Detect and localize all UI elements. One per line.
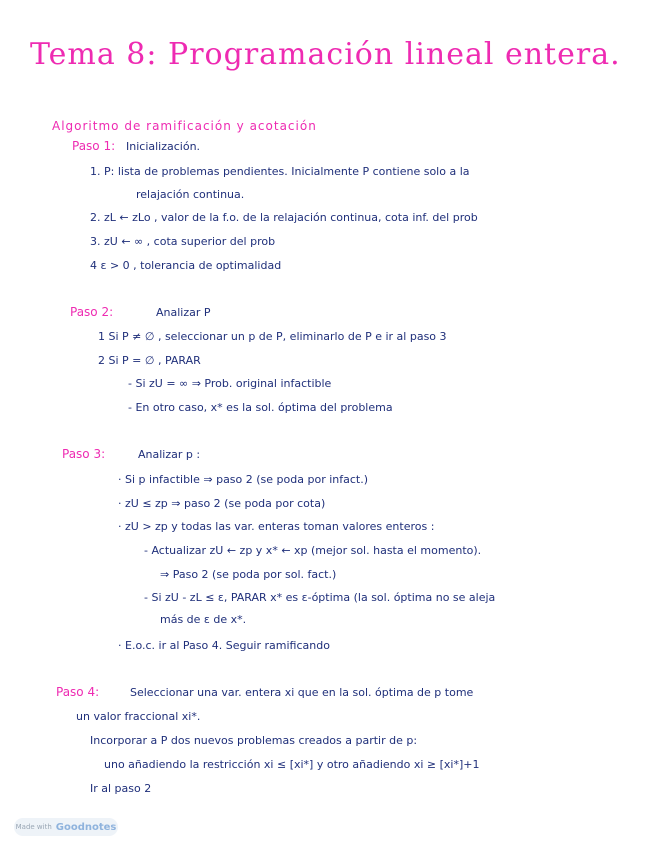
paso4-line: Incorporar a P dos nuevos problemas creados a partir de p: xyxy=(90,734,418,747)
paso4-line: un valor fraccional xi*. xyxy=(76,710,201,723)
badge-brand: Goodnotes xyxy=(55,821,117,833)
paso3-line: - Actualizar zU ← zp y x* ← xp (mejor sol. hasta el momento). xyxy=(144,544,482,557)
badge-prefix: Made with xyxy=(15,823,52,831)
section-heading: Algoritmo de ramificación y acotación xyxy=(52,119,317,133)
page-title: Tema 8: Programación lineal entera. xyxy=(30,37,621,72)
paso3-line: ⇒ Paso 2 (se poda por sol. fact.) xyxy=(160,568,337,581)
paso2-line: - En otro caso, x* es la sol. óptima del problema xyxy=(128,401,393,414)
paso3-line: · Si p infactible ⇒ paso 2 (se poda por infact.) xyxy=(118,473,368,486)
paso1-heading: Inicialización. xyxy=(126,140,201,153)
paso2-label: Paso 2: xyxy=(70,305,114,319)
paso3-line: - Si zU - zL ≤ ε, PARAR x* es ε-óptima (la sol. óptima no se aleja xyxy=(144,591,496,604)
paso1-line: relajación continua. xyxy=(136,188,245,201)
paso3-label: Paso 3: xyxy=(62,447,106,461)
paso3-line: · zU ≤ zp ⇒ paso 2 (se poda por cota) xyxy=(118,497,326,510)
paso4-line: Ir al paso 2 xyxy=(90,782,152,795)
paso3-line: más de ε de x*. xyxy=(160,613,247,626)
paso4-line: uno añadiendo la restricción xi ≤ [xi*] y otro añadiendo xi ≥ [xi*]+1 xyxy=(104,758,480,771)
paso4-heading: Seleccionar una var. entera xi que en la sol. óptima de p tome xyxy=(130,686,474,699)
paso1-label: Paso 1: xyxy=(72,139,116,153)
goodnotes-badge[interactable] xyxy=(14,818,118,836)
paso2-heading: Analizar P xyxy=(156,306,211,319)
paso2-line: - Si zU = ∞ ⇒ Prob. original infactible xyxy=(128,377,332,390)
paso3-line: · zU > zp y todas las var. enteras toman valores enteros : xyxy=(118,520,435,533)
paso1-line: 1. P: lista de problemas pendientes. Inicialmente P contiene solo a la xyxy=(90,165,470,178)
paso1-line: 4 ε > 0 , tolerancia de optimalidad xyxy=(90,259,282,272)
paso2-line: 2 Si P = ∅ , PARAR xyxy=(98,354,201,367)
paso3-line: · E.o.c. ir al Paso 4. Seguir ramificando xyxy=(118,639,330,652)
paso3-heading: Analizar p : xyxy=(138,448,201,461)
paso1-line: 3. zU ← ∞ , cota superior del prob xyxy=(90,235,276,248)
paso1-line: 2. zL ← zLo , valor de la f.o. de la relajación continua, cota inf. del prob xyxy=(90,211,478,224)
paso2-line: 1 Si P ≠ ∅ , seleccionar un p de P, eliminarlo de P e ir al paso 3 xyxy=(98,330,447,343)
paso4-label: Paso 4: xyxy=(56,685,100,699)
